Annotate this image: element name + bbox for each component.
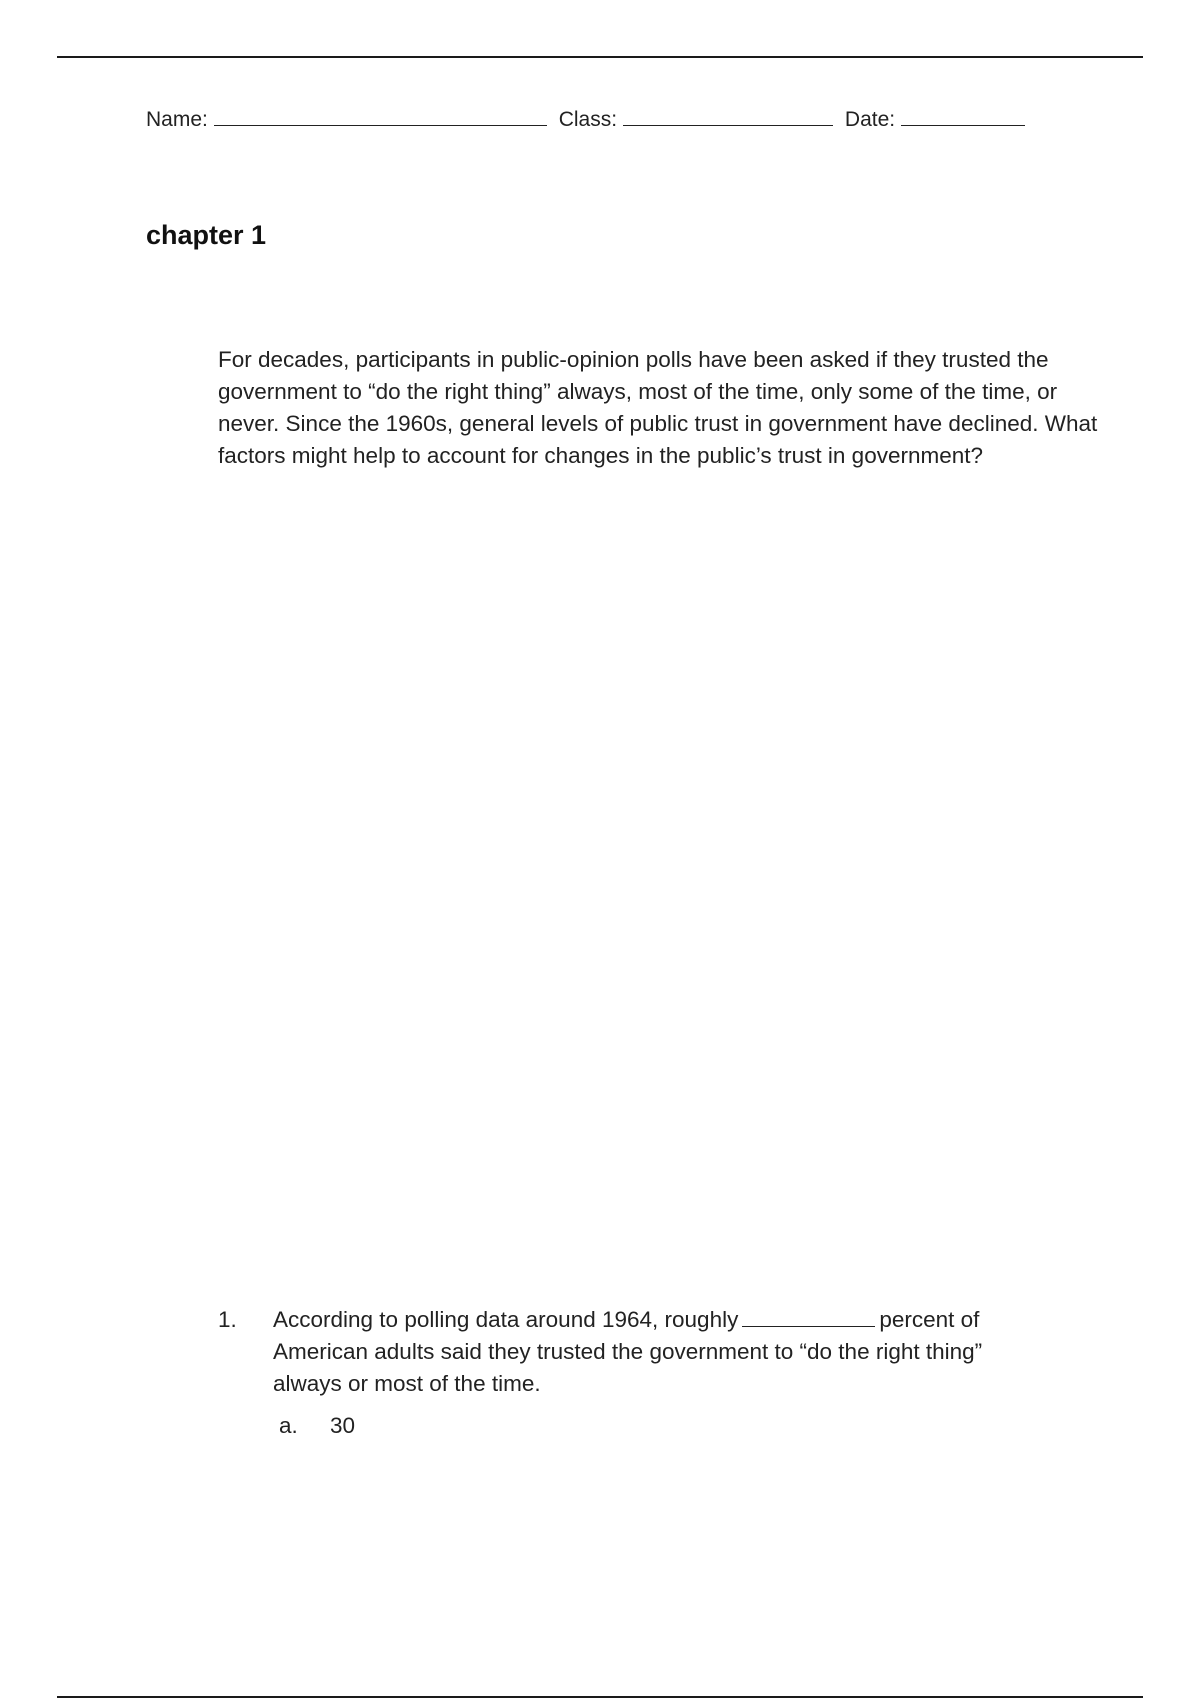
question-text-before: According to polling data around 1964, roughly [273, 1307, 739, 1332]
name-blank[interactable] [214, 108, 547, 126]
question-text-after: percent of American adults said they trusted the government to “do the right thing” always or most of the time. [273, 1307, 983, 1396]
question-item [218, 1304, 1098, 1442]
student-info-line [146, 108, 1025, 132]
passage-text: For decades, participants in public-opinion polls have been asked if they trusted the government to “do the right thing” always, most of the time, only some of the time, or never. Since the 1960s, general levels of public trust in government have declined. What factors might help to account for changes in the public’s trust in government? [218, 347, 1098, 468]
chapter-title: chapter 1 [146, 220, 267, 250]
option-letter: a. [279, 1413, 298, 1438]
class-blank[interactable] [623, 108, 833, 126]
question-number: 1. [218, 1307, 237, 1332]
answer-blank[interactable] [742, 1309, 875, 1327]
option-a[interactable] [279, 1410, 1098, 1442]
option-text: 30 [330, 1413, 356, 1438]
top-rule [57, 56, 1143, 58]
class-label: Class: [558, 108, 618, 131]
name-label: Name: [146, 108, 208, 131]
date-blank[interactable] [901, 108, 1025, 126]
bottom-rule [57, 1696, 1143, 1698]
date-label: Date: [844, 108, 896, 131]
question-text [273, 1304, 1053, 1400]
